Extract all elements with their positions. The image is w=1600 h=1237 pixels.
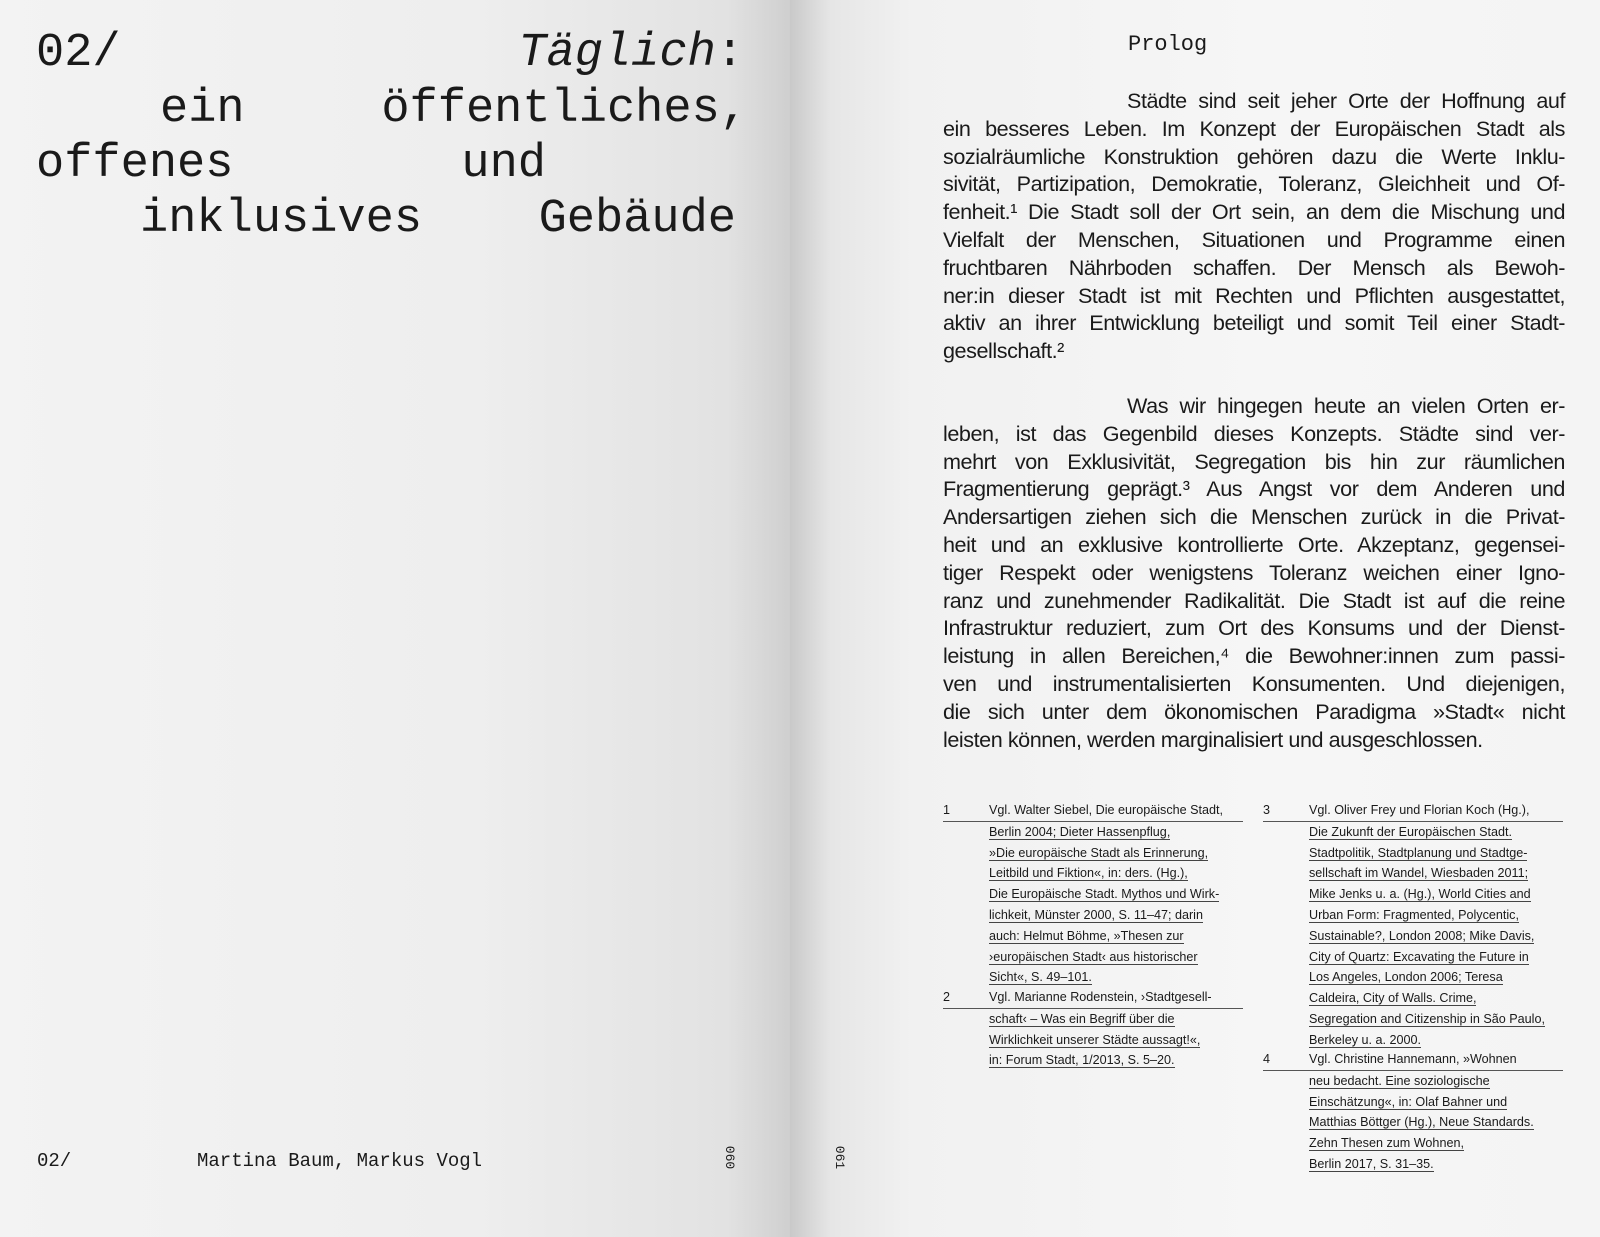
title-line-4 (140, 192, 736, 248)
body-line: aktiv an ihrer Entwicklung beteiligt und somit Teil einer Stadt- (943, 310, 1565, 336)
footnote-line (1309, 1030, 1563, 1051)
body-line: leistung in allen Bereichen,⁴ die Bewohner:innen zum passi- (943, 643, 1565, 669)
footnote-line (1309, 884, 1563, 905)
footnote-text: Matthias Böttger (Hg.), Neue Standards. (1309, 1115, 1534, 1130)
footnote-text: Zehn Thesen zum Wohnen, (1309, 1136, 1464, 1151)
section-heading: Prolog (1128, 32, 1208, 57)
footnote-line (989, 884, 1243, 905)
title-italic: Täglich (518, 27, 716, 80)
body-line: Vielfalt der Menschen, Situationen und Programme einen (943, 226, 1565, 252)
footnote-first-line (1263, 1049, 1563, 1071)
footnote-line (1309, 863, 1563, 884)
body-line: ranz und zunehmender Radikalität. Die Stadt ist auf die reine (943, 587, 1565, 613)
footnote-text: Vgl. Marianne Rodenstein, ›Stadtgesell- (989, 990, 1212, 1004)
page-number-left: 060 (722, 1145, 738, 1170)
body-line: leisten können, werden marginalisiert und ausgeschlossen. (943, 726, 1483, 752)
footnote-text: Mike Jenks u. a. (Hg.), World Cities and (1309, 887, 1531, 902)
body-line: ein besseres Leben. Im Konzept der Europäischen Stadt als (943, 115, 1565, 141)
footnote-text: auch: Helmut Böhme, »Thesen zur (989, 928, 1184, 943)
footnote-number: 3 (1263, 803, 1271, 817)
footer-chapter: 02/ (37, 1150, 72, 1172)
footnote-first-line (943, 987, 1243, 1009)
footnote-line (1309, 1154, 1563, 1175)
chapter-number: 02/ (36, 27, 121, 80)
footnote-text: schaft‹ – Was ein Begriff über die (989, 1011, 1175, 1026)
footnote-line (989, 1030, 1243, 1051)
footnote-line (1309, 1071, 1563, 1092)
footnote-3 (1263, 800, 1563, 1051)
body-line: ner:in dieser Stadt ist mit Rechten und Pflichten ausgestattet, (943, 282, 1565, 308)
title-line-1 (36, 26, 744, 82)
footnote-2 (943, 987, 1243, 1071)
title-word: ein (160, 83, 245, 136)
footnote-line (1309, 1133, 1563, 1154)
footnote-text: Berlin 2017, S. 31–35. (1309, 1156, 1434, 1171)
footnote-line (989, 1050, 1243, 1071)
footnote-text: Sicht«, S. 49–101. (989, 970, 1092, 985)
footnote-text: Berkeley u. a. 2000. (1309, 1032, 1422, 1047)
footnote-text: Vgl. Oliver Frey und Florian Koch (Hg.), (1309, 803, 1530, 817)
footnote-line (1309, 967, 1563, 988)
footnote-line (1309, 822, 1563, 843)
footnote-text: Stadtpolitik, Stadtplanung und Stadtge- (1309, 845, 1528, 860)
footnote-text: sellschaft im Wandel, Wiesbaden 2011; (1309, 866, 1529, 881)
footer-authors: Martina Baum, Markus Vogl (197, 1150, 483, 1172)
footnote-line (1309, 843, 1563, 864)
body-line: die sich unter dem ökonomischen Paradigma »Stadt« nicht (943, 698, 1565, 724)
body-line: gesellschaft.² (943, 338, 1064, 364)
footnote-text: Caldeira, City of Walls. Crime, (1309, 991, 1477, 1006)
footnote-line (1309, 1112, 1563, 1133)
footnote-first-line (1263, 800, 1563, 822)
footnote-line (989, 947, 1243, 968)
footnote-number: 1 (943, 803, 951, 817)
body-line: heit und an exklusive kontrollierte Orte. Akzeptanz, gegensei- (943, 531, 1565, 557)
footnote-line (989, 843, 1243, 864)
footnote-line (989, 926, 1243, 947)
footnote-line (1309, 947, 1563, 968)
body-line: sozialräumliche Konstruktion gehören dazu die Werte Inklu- (943, 143, 1565, 169)
body-line: fenheit.¹ Die Stadt soll der Ort sein, an dem die Mischung und (943, 199, 1565, 225)
title-word: offenes (36, 138, 234, 191)
title-word: Gebäude (538, 193, 736, 246)
title-word: und (461, 138, 546, 191)
footnote-line (1309, 926, 1563, 947)
footnote-line (989, 1009, 1243, 1030)
footnote-line (989, 967, 1243, 988)
footnote-text: neu bedacht. Eine soziologische (1309, 1073, 1490, 1088)
footnote-line (1309, 905, 1563, 926)
footnote-text: ›europäischen Stadt‹ aus historischer (989, 949, 1198, 964)
footnote-line (989, 822, 1243, 843)
footnote-line (1309, 988, 1563, 1009)
body-line: fruchtbaren Nährboden schaffen. Der Mensch als Bewoh- (943, 254, 1565, 280)
footnote-text: Die Europäische Stadt. Mythos und Wirk- (989, 887, 1220, 902)
footnote-line (989, 905, 1243, 926)
footnote-number: 4 (1263, 1052, 1271, 1066)
body-line: Andersartigen ziehen sich die Menschen zurück in die Privat- (943, 504, 1565, 530)
footnote-text: »Die europäische Stadt als Erinnerung, (989, 845, 1209, 860)
footnote-first-line (943, 800, 1243, 822)
body-line: Fragmentierung geprägt.³ Aus Angst vor dem Anderen und (943, 476, 1565, 502)
body-paragraph-1 (943, 87, 1565, 365)
body-line: Infrastruktur reduziert, zum Ort des Konsums und der Dienst- (943, 615, 1565, 641)
body-line: Städte sind seit jeher Orte der Hoffnung auf (1127, 88, 1565, 113)
left-page (0, 0, 790, 1237)
title-word-taeglich (518, 26, 744, 82)
title-colon: : (715, 27, 744, 80)
footnote-text: Die Zukunft der Europäischen Stadt. (1309, 824, 1513, 839)
footnote-text: Sustainable?, London 2008; Mike Davis, (1309, 928, 1535, 943)
body-line: sivität, Partizipation, Demokratie, Toleranz, Gleichheit und Of- (943, 171, 1565, 197)
footnote-text: Leitbild und Fiktion«, in: ders. (Hg.), (989, 866, 1188, 881)
title-word: inklusives (140, 193, 423, 246)
body-line: leben, ist das Gegenbild dieses Konzepts. Städte sind ver- (943, 420, 1565, 446)
footnote-text: City of Quartz: Excavating the Future in (1309, 949, 1529, 964)
footnote-number: 2 (943, 990, 951, 1004)
footnote-line (1309, 1092, 1563, 1113)
footnote-text: Urban Form: Fragmented, Polycentic, (1309, 907, 1519, 922)
body-line: Was wir hingegen heute an vielen Orten er- (1127, 393, 1565, 418)
footnote-4 (1263, 1049, 1563, 1175)
title-line-2 (160, 82, 748, 138)
footnote-text: lichkeit, Münster 2000, S. 11–47; darin (989, 907, 1203, 922)
footnote-text: Segregation and Citizenship in São Paulo, (1309, 1011, 1545, 1026)
footnote-line (989, 863, 1243, 884)
footnote-text: Vgl. Walter Siebel, Die europäische Stadt, (989, 803, 1224, 817)
page-number-right: 061 (832, 1145, 848, 1170)
title-line-3 (36, 137, 546, 193)
footnote-text: Berlin 2004; Dieter Hassenpflug, (989, 824, 1171, 839)
footnote-text: in: Forum Stadt, 1/2013, S. 5–20. (989, 1053, 1175, 1068)
body-line: ven und instrumentalisierten Konsumenten. Und diejenigen, (943, 670, 1565, 696)
footnote-1 (943, 800, 1243, 988)
footnote-text: Einschätzung«, in: Olaf Bahner und (1309, 1094, 1508, 1109)
title-word: öffentliches, (381, 83, 748, 136)
body-line: mehrt von Exklusivität, Segregation bis hin zur räumlichen (943, 448, 1565, 474)
footnote-text: Wirklichkeit unserer Städte aussagt!«, (989, 1032, 1201, 1047)
footnote-text: Vgl. Christine Hannemann, »Wohnen (1309, 1052, 1517, 1066)
footnote-text: Los Angeles, London 2006; Teresa (1309, 970, 1503, 985)
footnote-line (1309, 1009, 1563, 1030)
body-line: tiger Respekt oder wenigstens Toleranz weichen einer Igno- (943, 559, 1565, 585)
body-paragraph-2 (943, 392, 1565, 753)
